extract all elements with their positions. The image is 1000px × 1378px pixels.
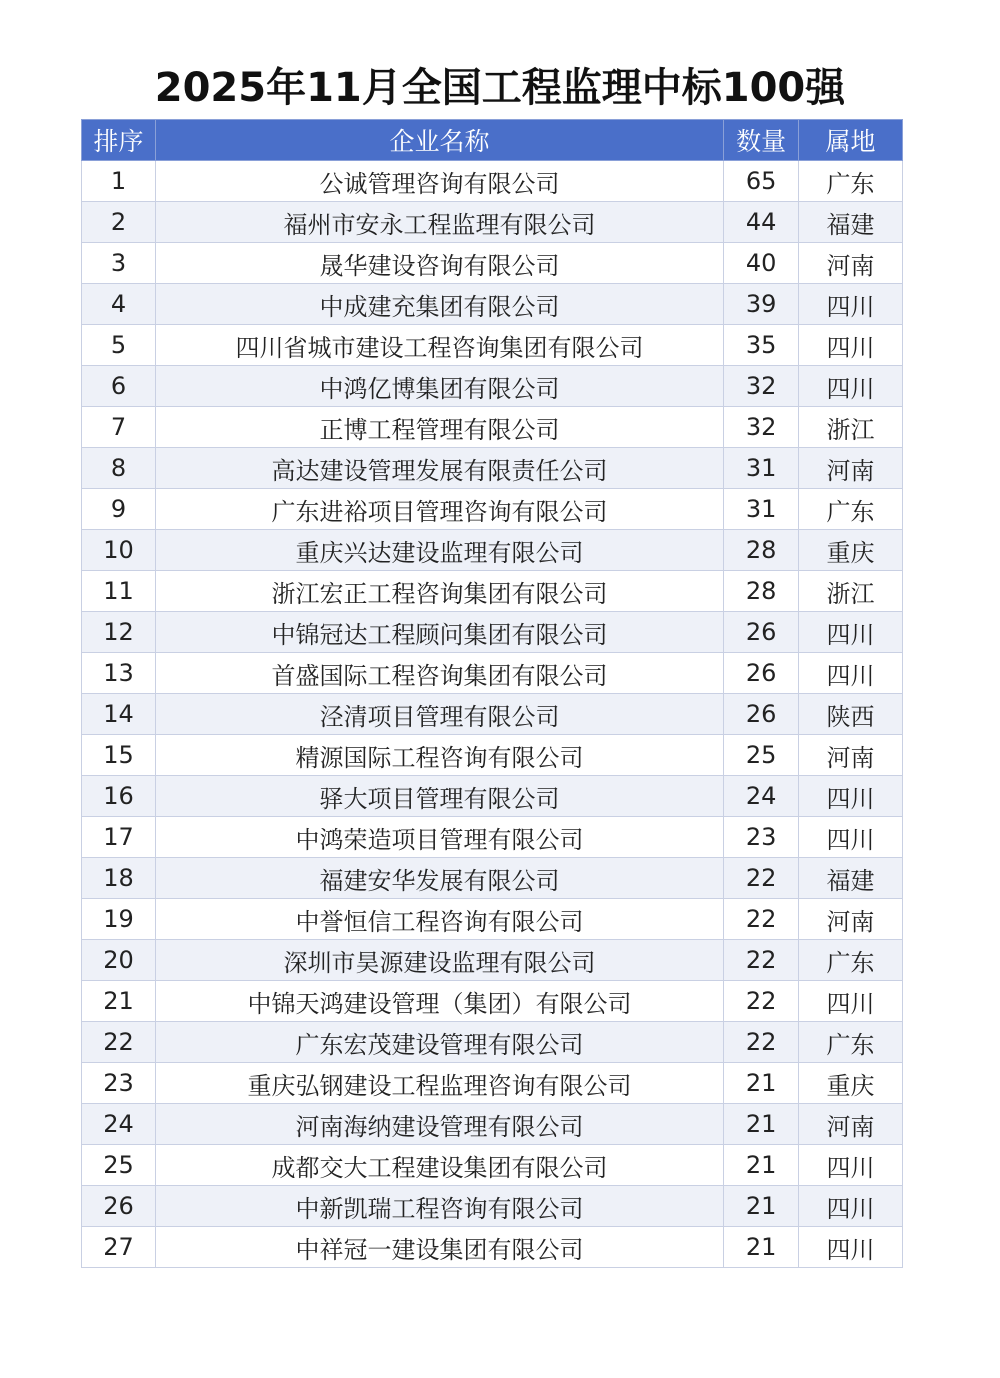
region-cell: 重庆 [799,530,903,571]
rank-cell: 4 [82,284,156,325]
table-row [82,653,903,694]
region-cell: 福建 [799,858,903,899]
count-cell: 31 [724,489,799,530]
region-cell: 四川 [799,776,903,817]
rank-cell: 20 [82,940,156,981]
region-cell: 四川 [799,1186,903,1227]
count-cell: 21 [724,1063,799,1104]
company-cell: 重庆弘钢建设工程监理咨询有限公司 [155,1063,723,1104]
count-cell: 26 [724,694,799,735]
company-cell: 驿大项目管理有限公司 [155,776,723,817]
table-row [82,366,903,407]
table-row [82,161,903,202]
table-row [82,571,903,612]
region-cell: 河南 [799,1104,903,1145]
count-cell: 22 [724,858,799,899]
table-row [82,1104,903,1145]
rank-cell: 21 [82,981,156,1022]
region-cell: 广东 [799,489,903,530]
rank-cell: 15 [82,735,156,776]
region-cell: 四川 [799,325,903,366]
rank-cell: 27 [82,1227,156,1268]
count-cell: 26 [724,612,799,653]
table-row [82,407,903,448]
count-cell: 39 [724,284,799,325]
rank-cell: 10 [82,530,156,571]
count-cell: 21 [724,1104,799,1145]
company-cell: 广东进裕项目管理咨询有限公司 [155,489,723,530]
count-cell: 32 [724,366,799,407]
region-cell: 河南 [799,448,903,489]
rank-cell: 7 [82,407,156,448]
region-cell: 陕西 [799,694,903,735]
rank-cell: 14 [82,694,156,735]
company-cell: 中成建充集团有限公司 [155,284,723,325]
rank-cell: 11 [82,571,156,612]
company-cell: 中鸿亿博集团有限公司 [155,366,723,407]
table-row [82,1186,903,1227]
table-row [82,284,903,325]
rank-cell: 5 [82,325,156,366]
table-row [82,776,903,817]
count-cell: 22 [724,899,799,940]
rank-cell: 1 [82,161,156,202]
rank-cell: 19 [82,899,156,940]
company-cell: 高达建设管理发展有限责任公司 [155,448,723,489]
company-cell: 公诚管理咨询有限公司 [155,161,723,202]
region-cell: 四川 [799,653,903,694]
region-cell: 四川 [799,1227,903,1268]
table-row [82,489,903,530]
region-cell: 浙江 [799,571,903,612]
company-cell: 成都交大工程建设集团有限公司 [155,1145,723,1186]
company-cell: 中鸿荣造项目管理有限公司 [155,817,723,858]
table-header-row [82,120,903,161]
header-count: 数量 [724,120,799,161]
table-row [82,735,903,776]
table-row [82,243,903,284]
region-cell: 浙江 [799,407,903,448]
region-cell: 四川 [799,612,903,653]
table-row [82,1063,903,1104]
count-cell: 24 [724,776,799,817]
rank-cell: 2 [82,202,156,243]
table-row [82,612,903,653]
count-cell: 22 [724,981,799,1022]
region-cell: 河南 [799,735,903,776]
table-row [82,448,903,489]
table-row [82,325,903,366]
rank-cell: 13 [82,653,156,694]
table-row [82,530,903,571]
company-cell: 四川省城市建设工程咨询集团有限公司 [155,325,723,366]
region-cell: 福建 [799,202,903,243]
rank-cell: 3 [82,243,156,284]
count-cell: 31 [724,448,799,489]
rank-cell: 23 [82,1063,156,1104]
count-cell: 44 [724,202,799,243]
count-cell: 35 [724,325,799,366]
rank-cell: 24 [82,1104,156,1145]
rank-cell: 8 [82,448,156,489]
header-company: 企业名称 [155,120,723,161]
count-cell: 28 [724,530,799,571]
rank-cell: 22 [82,1022,156,1063]
region-cell: 四川 [799,1145,903,1186]
region-cell: 四川 [799,817,903,858]
rank-cell: 17 [82,817,156,858]
rank-cell: 26 [82,1186,156,1227]
region-cell: 广东 [799,940,903,981]
region-cell: 河南 [799,899,903,940]
rank-cell: 12 [82,612,156,653]
table-row [82,981,903,1022]
header-region: 属地 [799,120,903,161]
company-cell: 浙江宏正工程咨询集团有限公司 [155,571,723,612]
table-row [82,202,903,243]
region-cell: 四川 [799,366,903,407]
region-cell: 广东 [799,161,903,202]
table-row [82,1145,903,1186]
company-cell: 首盛国际工程咨询集团有限公司 [155,653,723,694]
count-cell: 23 [724,817,799,858]
table-row [82,899,903,940]
header-rank: 排序 [82,120,156,161]
count-cell: 32 [724,407,799,448]
table-row [82,817,903,858]
company-cell: 中锦天鸿建设管理（集团）有限公司 [155,981,723,1022]
rank-cell: 9 [82,489,156,530]
company-cell: 福州市安永工程监理有限公司 [155,202,723,243]
company-cell: 中祥冠一建设集团有限公司 [155,1227,723,1268]
count-cell: 25 [724,735,799,776]
company-cell: 中新凯瑞工程咨询有限公司 [155,1186,723,1227]
region-cell: 河南 [799,243,903,284]
count-cell: 22 [724,940,799,981]
rank-cell: 16 [82,776,156,817]
count-cell: 21 [724,1145,799,1186]
rank-cell: 18 [82,858,156,899]
ranking-table [81,119,903,1268]
region-cell: 重庆 [799,1063,903,1104]
rank-cell: 6 [82,366,156,407]
region-cell: 广东 [799,1022,903,1063]
company-cell: 晟华建设咨询有限公司 [155,243,723,284]
region-cell: 四川 [799,981,903,1022]
company-cell: 深圳市昊源建设监理有限公司 [155,940,723,981]
table-row [82,940,903,981]
count-cell: 21 [724,1227,799,1268]
company-cell: 重庆兴达建设监理有限公司 [155,530,723,571]
company-cell: 泾清项目管理有限公司 [155,694,723,735]
table-row [82,694,903,735]
company-cell: 广东宏茂建设管理有限公司 [155,1022,723,1063]
company-cell: 福建安华发展有限公司 [155,858,723,899]
count-cell: 65 [724,161,799,202]
table-row [82,858,903,899]
count-cell: 26 [724,653,799,694]
count-cell: 40 [724,243,799,284]
table-row [82,1022,903,1063]
count-cell: 28 [724,571,799,612]
count-cell: 21 [724,1186,799,1227]
region-cell: 四川 [799,284,903,325]
count-cell: 22 [724,1022,799,1063]
page-title: 2025年11月全国工程监理中标100强 [154,65,846,111]
rank-cell: 25 [82,1145,156,1186]
company-cell: 中誉恒信工程咨询有限公司 [155,899,723,940]
table-row [82,1227,903,1268]
company-cell: 河南海纳建设管理有限公司 [155,1104,723,1145]
company-cell: 正博工程管理有限公司 [155,407,723,448]
company-cell: 中锦冠达工程顾问集团有限公司 [155,612,723,653]
company-cell: 精源国际工程咨询有限公司 [155,735,723,776]
